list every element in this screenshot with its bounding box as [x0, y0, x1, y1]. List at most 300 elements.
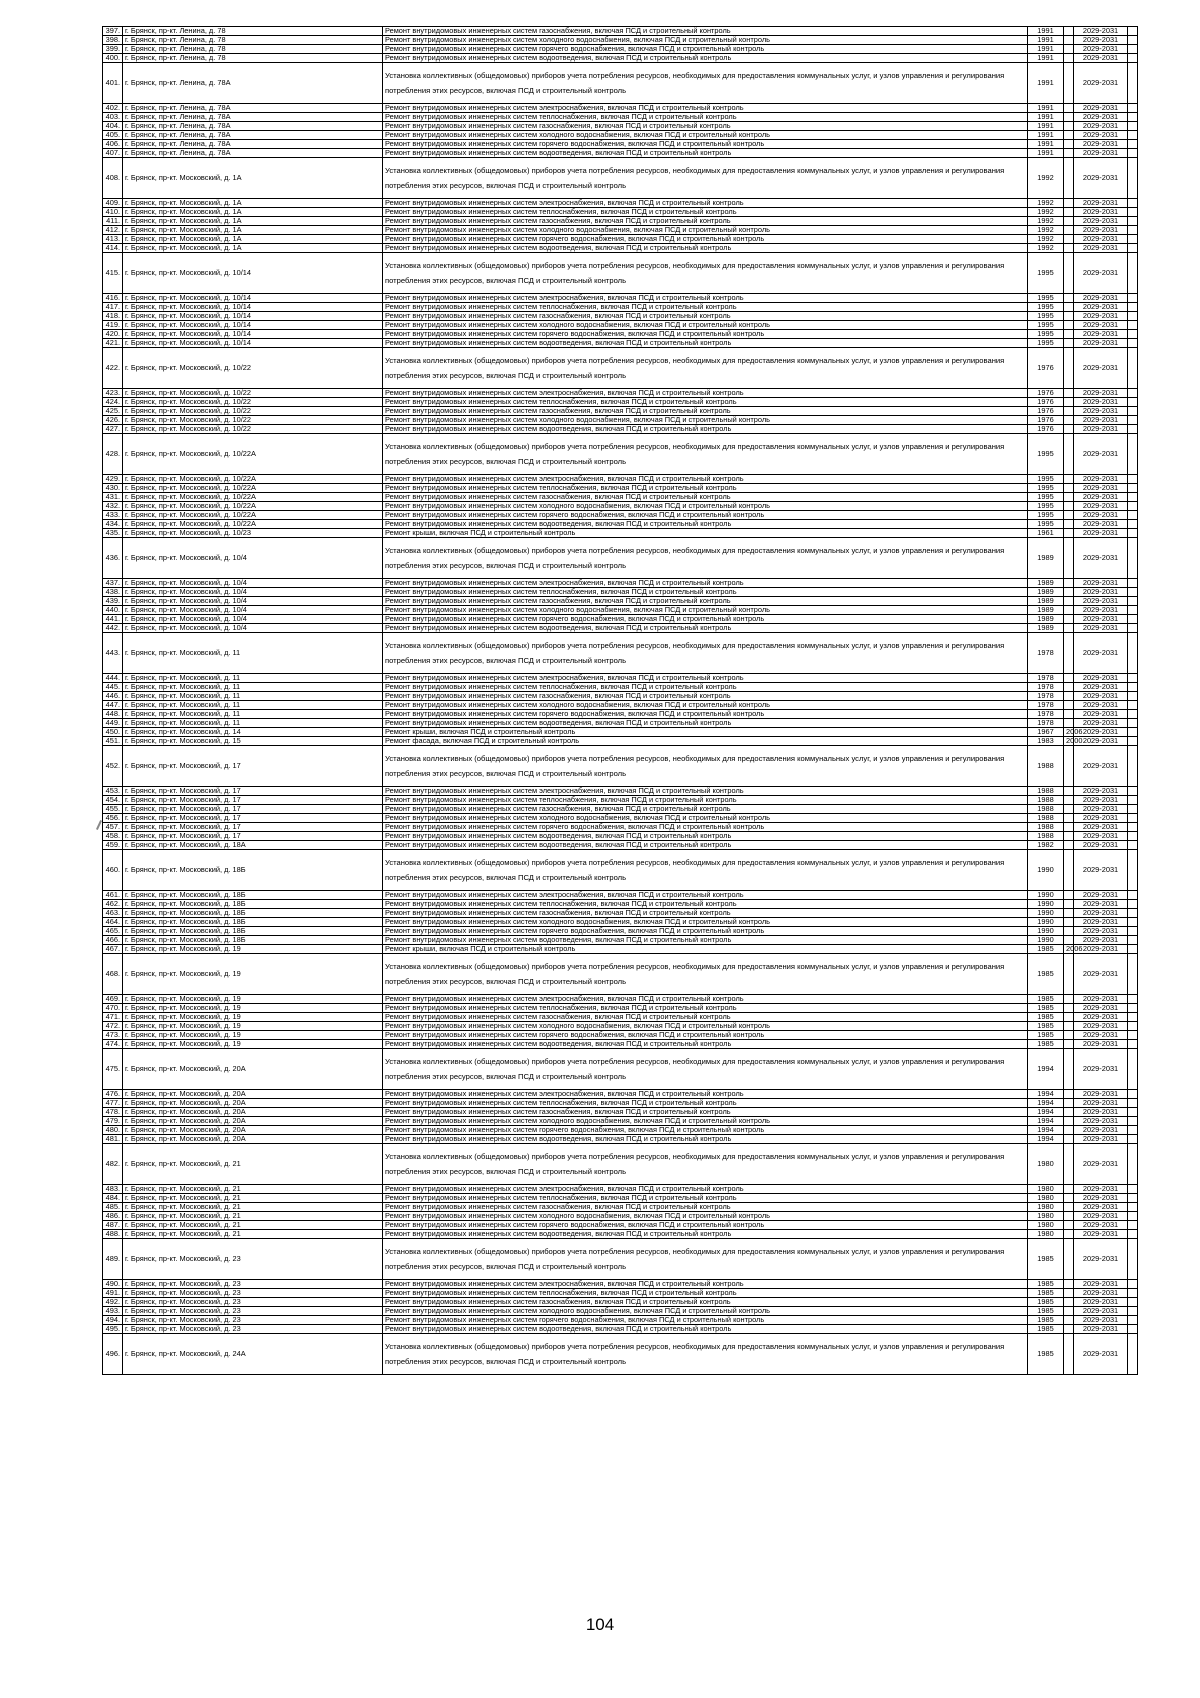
year-built-cell: 1991: [1028, 104, 1064, 113]
work-type-cell: Ремонт внутридомовых инженерных систем газоснабжения, включая ПСД и строительный контроль: [383, 407, 1028, 416]
extra-cell: [1128, 701, 1138, 710]
last-repair-year-cell: [1064, 683, 1074, 692]
year-built-cell: 1990: [1028, 909, 1064, 918]
row-number: 421.: [103, 339, 123, 348]
extra-cell: [1128, 104, 1138, 113]
planned-period-cell: 2029-2031: [1074, 728, 1128, 737]
extra-cell: [1128, 1049, 1138, 1090]
row-number: 469.: [103, 995, 123, 1004]
work-type-cell: Ремонт внутридомовых инженерных систем газоснабжения, включая ПСД и строительный контроль: [383, 1203, 1028, 1212]
row-number: 478.: [103, 1108, 123, 1117]
address-cell: г. Брянск, пр-кт. Ленина, д. 78: [123, 54, 383, 63]
planned-period-cell: 2029-2031: [1074, 1298, 1128, 1307]
extra-cell: [1128, 1022, 1138, 1031]
row-number: 429.: [103, 475, 123, 484]
planned-period-cell: 2029-2031: [1074, 900, 1128, 909]
year-built-cell: 1976: [1028, 389, 1064, 398]
address-cell: г. Брянск, пр-кт. Московский, д. 1А: [123, 208, 383, 217]
planned-period-cell: 2029-2031: [1074, 321, 1128, 330]
last-repair-year-cell: [1064, 104, 1074, 113]
work-type-cell: Ремонт внутридомовых инженерных систем газоснабжения, включая ПСД и строительный контроль: [383, 692, 1028, 701]
planned-period-cell: 2029-2031: [1074, 398, 1128, 407]
planned-period-cell: 2029-2031: [1074, 36, 1128, 45]
extra-cell: [1128, 1194, 1138, 1203]
work-type-cell: Ремонт внутридомовых инженерных систем теплоснабжения, включая ПСД и строительный контроль: [383, 398, 1028, 407]
work-type-cell: Ремонт внутридомовых инженерных систем водоотведения, включая ПСД и строительный контроль: [383, 1230, 1028, 1239]
row-number: 401.: [103, 63, 123, 104]
year-built-cell: 1995: [1028, 520, 1064, 529]
table-row: [103, 158, 1138, 199]
extra-cell: [1128, 407, 1138, 416]
last-repair-year-cell: [1064, 538, 1074, 579]
last-repair-year-cell: [1064, 1040, 1074, 1049]
table-row: [103, 1049, 1138, 1090]
year-built-cell: 1988: [1028, 746, 1064, 787]
row-number: 489.: [103, 1239, 123, 1280]
extra-cell: [1128, 1126, 1138, 1135]
year-built-cell: 1995: [1028, 294, 1064, 303]
year-built-cell: 1989: [1028, 597, 1064, 606]
year-built-cell: 1980: [1028, 1194, 1064, 1203]
year-built-cell: 1992: [1028, 244, 1064, 253]
planned-period-cell: 2029-2031: [1074, 1040, 1128, 1049]
last-repair-year-cell: [1064, 425, 1074, 434]
row-number: 486.: [103, 1212, 123, 1221]
last-repair-year-cell: [1064, 1280, 1074, 1289]
address-cell: г. Брянск, пр-кт. Московский, д. 10/4: [123, 606, 383, 615]
planned-period-cell: 2029-2031: [1074, 475, 1128, 484]
work-type-cell: Ремонт внутридомовых инженерных систем электроснабжения, включая ПСД и строительный контроль: [383, 674, 1028, 683]
address-cell: г. Брянск, пр-кт. Московский, д. 20А: [123, 1090, 383, 1099]
year-built-cell: 1980: [1028, 1185, 1064, 1194]
extra-cell: [1128, 1316, 1138, 1325]
last-repair-year-cell: 2006: [1064, 945, 1074, 954]
extra-cell: [1128, 1212, 1138, 1221]
planned-period-cell: 2029-2031: [1074, 493, 1128, 502]
table-row: [103, 850, 1138, 891]
extra-cell: [1128, 1289, 1138, 1298]
planned-period-cell: 2029-2031: [1074, 529, 1128, 538]
work-type-cell: Ремонт внутридомовых инженерных систем холодного водоснабжения, включая ПСД и строительный контроль: [383, 1307, 1028, 1316]
year-built-cell: 1995: [1028, 339, 1064, 348]
last-repair-year-cell: [1064, 502, 1074, 511]
row-number: 462.: [103, 900, 123, 909]
extra-cell: [1128, 389, 1138, 398]
work-type-cell: Ремонт внутридомовых инженерных систем электроснабжения, включая ПСД и строительный контроль: [383, 1090, 1028, 1099]
extra-cell: [1128, 1307, 1138, 1316]
address-cell: г. Брянск, пр-кт. Московский, д. 19: [123, 995, 383, 1004]
year-built-cell: 1985: [1028, 995, 1064, 1004]
extra-cell: [1128, 149, 1138, 158]
year-built-cell: 1992: [1028, 158, 1064, 199]
row-number: 409.: [103, 199, 123, 208]
work-type-cell: Ремонт внутридомовых инженерных систем холодного водоснабжения, включая ПСД и строительный контроль: [383, 1117, 1028, 1126]
work-type-cell: Ремонт внутридомовых инженерных систем газоснабжения, включая ПСД и строительный контроль: [383, 122, 1028, 131]
planned-period-cell: 2029-2031: [1074, 841, 1128, 850]
last-repair-year-cell: [1064, 131, 1074, 140]
row-number: 456.: [103, 814, 123, 823]
extra-cell: [1128, 909, 1138, 918]
address-cell: г. Брянск, пр-кт. Московский, д. 1А: [123, 235, 383, 244]
address-cell: г. Брянск, пр-кт. Московский, д. 17: [123, 832, 383, 841]
extra-cell: [1128, 615, 1138, 624]
extra-cell: [1128, 918, 1138, 927]
last-repair-year-cell: [1064, 1090, 1074, 1099]
address-cell: г. Брянск, пр-кт. Московский, д. 23: [123, 1325, 383, 1334]
last-repair-year-cell: [1064, 1289, 1074, 1298]
extra-cell: [1128, 312, 1138, 321]
table-row: [103, 253, 1138, 294]
last-repair-year-cell: [1064, 1230, 1074, 1239]
planned-period-cell: 2029-2031: [1074, 597, 1128, 606]
address-cell: г. Брянск, пр-кт. Московский, д. 18Б: [123, 891, 383, 900]
work-type-cell: Ремонт внутридомовых инженерных систем холодного водоснабжения, включая ПСД и строительный контроль: [383, 226, 1028, 235]
last-repair-year-cell: [1064, 900, 1074, 909]
work-type-cell: Ремонт внутридомовых инженерных систем холодного водоснабжения, включая ПСД и строительный контроль: [383, 416, 1028, 425]
work-type-cell: Ремонт внутридомовых инженерных систем газоснабжения, включая ПСД и строительный контроль: [383, 312, 1028, 321]
address-cell: г. Брянск, пр-кт. Московский, д. 18Б: [123, 909, 383, 918]
last-repair-year-cell: [1064, 1307, 1074, 1316]
last-repair-year-cell: [1064, 1144, 1074, 1185]
last-repair-year-cell: 2000: [1064, 737, 1074, 746]
planned-period-cell: 2029-2031: [1074, 850, 1128, 891]
work-type-cell: Ремонт крыши, включая ПСД и строительный контроль: [383, 529, 1028, 538]
year-built-cell: 1978: [1028, 710, 1064, 719]
row-number: 411.: [103, 217, 123, 226]
year-built-cell: 1980: [1028, 1230, 1064, 1239]
address-cell: г. Брянск, пр-кт. Московский, д. 11: [123, 674, 383, 683]
row-number: 496.: [103, 1334, 123, 1375]
extra-cell: [1128, 493, 1138, 502]
year-built-cell: 1985: [1028, 1013, 1064, 1022]
address-cell: г. Брянск, пр-кт. Московский, д. 20А: [123, 1117, 383, 1126]
year-built-cell: 1988: [1028, 796, 1064, 805]
year-built-cell: 1995: [1028, 321, 1064, 330]
extra-cell: [1128, 253, 1138, 294]
planned-period-cell: 2029-2031: [1074, 719, 1128, 728]
address-cell: г. Брянск, пр-кт. Московский, д. 1А: [123, 199, 383, 208]
year-built-cell: 1985: [1028, 1316, 1064, 1325]
row-number: 423.: [103, 389, 123, 398]
extra-cell: [1128, 1135, 1138, 1144]
row-number: 437.: [103, 579, 123, 588]
last-repair-year-cell: [1064, 1135, 1074, 1144]
year-built-cell: 1995: [1028, 303, 1064, 312]
extra-cell: [1128, 1203, 1138, 1212]
last-repair-year-cell: [1064, 27, 1074, 36]
last-repair-year-cell: [1064, 312, 1074, 321]
address-cell: г. Брянск, пр-кт. Ленина, д. 78: [123, 27, 383, 36]
extra-cell: [1128, 538, 1138, 579]
row-number: 463.: [103, 909, 123, 918]
address-cell: г. Брянск, пр-кт. Ленина, д. 78А: [123, 63, 383, 104]
extra-cell: [1128, 1013, 1138, 1022]
row-number: 419.: [103, 321, 123, 330]
address-cell: г. Брянск, пр-кт. Московский, д. 10/14: [123, 253, 383, 294]
planned-period-cell: 2029-2031: [1074, 1316, 1128, 1325]
planned-period-cell: 2029-2031: [1074, 579, 1128, 588]
row-number: 425.: [103, 407, 123, 416]
extra-cell: [1128, 1099, 1138, 1108]
row-number: 418.: [103, 312, 123, 321]
row-number: 483.: [103, 1185, 123, 1194]
year-built-cell: 1994: [1028, 1049, 1064, 1090]
address-cell: г. Брянск, пр-кт. Московский, д. 11: [123, 692, 383, 701]
row-number: 479.: [103, 1117, 123, 1126]
row-number: 449.: [103, 719, 123, 728]
year-built-cell: 1991: [1028, 140, 1064, 149]
row-number: 490.: [103, 1280, 123, 1289]
extra-cell: [1128, 850, 1138, 891]
year-built-cell: 1980: [1028, 1144, 1064, 1185]
extra-cell: [1128, 823, 1138, 832]
planned-period-cell: 2029-2031: [1074, 1031, 1128, 1040]
row-number: 461.: [103, 891, 123, 900]
year-built-cell: 1976: [1028, 425, 1064, 434]
year-built-cell: 1985: [1028, 1298, 1064, 1307]
planned-period-cell: 2029-2031: [1074, 348, 1128, 389]
last-repair-year-cell: [1064, 45, 1074, 54]
work-type-cell: Ремонт внутридомовых инженерных систем газоснабжения, включая ПСД и строительный контроль: [383, 217, 1028, 226]
address-cell: г. Брянск, пр-кт. Московский, д. 17: [123, 814, 383, 823]
work-type-cell: Ремонт внутридомовых инженерных систем водоотведения, включая ПСД и строительный контроль: [383, 339, 1028, 348]
last-repair-year-cell: [1064, 850, 1074, 891]
extra-cell: [1128, 235, 1138, 244]
row-number: 470.: [103, 1004, 123, 1013]
planned-period-cell: 2029-2031: [1074, 113, 1128, 122]
planned-period-cell: 2029-2031: [1074, 253, 1128, 294]
planned-period-cell: 2029-2031: [1074, 1325, 1128, 1334]
address-cell: г. Брянск, пр-кт. Московский, д. 1А: [123, 244, 383, 253]
last-repair-year-cell: [1064, 814, 1074, 823]
year-built-cell: 1985: [1028, 1334, 1064, 1375]
register-sheet: [102, 26, 1137, 1616]
row-number: 442.: [103, 624, 123, 633]
address-cell: г. Брянск, пр-кт. Московский, д. 10/22: [123, 348, 383, 389]
planned-period-cell: 2029-2031: [1074, 624, 1128, 633]
table-row: [103, 841, 1138, 850]
extra-cell: [1128, 1144, 1138, 1185]
table-row: [103, 244, 1138, 253]
table-row: [103, 954, 1138, 995]
extra-cell: [1128, 1239, 1138, 1280]
work-type-cell: Ремонт внутридомовых инженерных систем электроснабжения, включая ПСД и строительный контроль: [383, 891, 1028, 900]
last-repair-year-cell: [1064, 54, 1074, 63]
extra-cell: [1128, 995, 1138, 1004]
row-number: 473.: [103, 1031, 123, 1040]
last-repair-year-cell: [1064, 841, 1074, 850]
work-type-cell: Установка коллективных (общедомовых) приборов учета потребления ресурсов, необходимых для предоставления коммунальных услуг, и узлов управления и регулирования потребления этих ресурсов, включая ПСД и строительный контроль: [383, 538, 1028, 579]
table-row: [103, 737, 1138, 746]
planned-period-cell: 2029-2031: [1074, 823, 1128, 832]
table-row: [103, 746, 1138, 787]
year-built-cell: 1991: [1028, 113, 1064, 122]
year-built-cell: 1991: [1028, 36, 1064, 45]
row-number: 405.: [103, 131, 123, 140]
row-number: 428.: [103, 434, 123, 475]
address-cell: г. Брянск, пр-кт. Ленина, д. 78А: [123, 104, 383, 113]
row-number: 416.: [103, 294, 123, 303]
planned-period-cell: 2029-2031: [1074, 434, 1128, 475]
table-row: [103, 1040, 1138, 1049]
row-number: 444.: [103, 674, 123, 683]
address-cell: г. Брянск, пр-кт. Московский, д. 23: [123, 1316, 383, 1325]
last-repair-year-cell: [1064, 805, 1074, 814]
planned-period-cell: 2029-2031: [1074, 520, 1128, 529]
planned-period-cell: 2029-2031: [1074, 1126, 1128, 1135]
address-cell: г. Брянск, пр-кт. Московский, д. 18Б: [123, 927, 383, 936]
address-cell: г. Брянск, пр-кт. Московский, д. 10/22: [123, 416, 383, 425]
extra-cell: [1128, 434, 1138, 475]
work-type-cell: Ремонт внутридомовых инженерных систем электроснабжения, включая ПСД и строительный контроль: [383, 389, 1028, 398]
row-number: 445.: [103, 683, 123, 692]
planned-period-cell: 2029-2031: [1074, 909, 1128, 918]
planned-period-cell: 2029-2031: [1074, 787, 1128, 796]
planned-period-cell: 2029-2031: [1074, 511, 1128, 520]
last-repair-year-cell: [1064, 36, 1074, 45]
row-number: 399.: [103, 45, 123, 54]
planned-period-cell: 2029-2031: [1074, 710, 1128, 719]
planned-period-cell: 2029-2031: [1074, 45, 1128, 54]
work-type-cell: Ремонт внутридомовых инженерных систем водоотведения, включая ПСД и строительный контроль: [383, 1325, 1028, 1334]
extra-cell: [1128, 244, 1138, 253]
last-repair-year-cell: [1064, 909, 1074, 918]
planned-period-cell: 2029-2031: [1074, 1289, 1128, 1298]
row-number: 488.: [103, 1230, 123, 1239]
extra-cell: [1128, 674, 1138, 683]
year-built-cell: 1980: [1028, 1221, 1064, 1230]
last-repair-year-cell: [1064, 954, 1074, 995]
year-built-cell: 1985: [1028, 1004, 1064, 1013]
last-repair-year-cell: [1064, 823, 1074, 832]
extra-cell: [1128, 520, 1138, 529]
last-repair-year-cell: [1064, 891, 1074, 900]
work-type-cell: Ремонт внутридомовых инженерных систем теплоснабжения, включая ПСД и строительный контроль: [383, 683, 1028, 692]
row-number: 491.: [103, 1289, 123, 1298]
last-repair-year-cell: [1064, 1185, 1074, 1194]
address-cell: г. Брянск, пр-кт. Московский, д. 17: [123, 823, 383, 832]
extra-cell: [1128, 891, 1138, 900]
address-cell: г. Брянск, пр-кт. Московский, д. 19: [123, 945, 383, 954]
extra-cell: [1128, 217, 1138, 226]
row-number: 420.: [103, 330, 123, 339]
row-number: 455.: [103, 805, 123, 814]
planned-period-cell: 2029-2031: [1074, 918, 1128, 927]
address-cell: г. Брянск, пр-кт. Московский, д. 10/4: [123, 588, 383, 597]
planned-period-cell: 2029-2031: [1074, 339, 1128, 348]
work-type-cell: Ремонт внутридомовых инженерных систем водоотведения, включая ПСД и строительный контроль: [383, 54, 1028, 63]
last-repair-year-cell: [1064, 511, 1074, 520]
work-type-cell: Ремонт внутридомовых инженерных систем газоснабжения, включая ПСД и строительный контроль: [383, 493, 1028, 502]
extra-cell: [1128, 683, 1138, 692]
year-built-cell: 1985: [1028, 1239, 1064, 1280]
planned-period-cell: 2029-2031: [1074, 244, 1128, 253]
work-type-cell: Ремонт внутридомовых инженерных систем теплоснабжения, включая ПСД и строительный контроль: [383, 208, 1028, 217]
year-built-cell: 1989: [1028, 624, 1064, 633]
year-built-cell: 1995: [1028, 484, 1064, 493]
row-number: 476.: [103, 1090, 123, 1099]
address-cell: г. Брянск, пр-кт. Московский, д. 19: [123, 1031, 383, 1040]
work-type-cell: Ремонт внутридомовых инженерных систем теплоснабжения, включая ПСД и строительный контроль: [383, 1289, 1028, 1298]
last-repair-year-cell: [1064, 1022, 1074, 1031]
extra-cell: [1128, 936, 1138, 945]
table-row: [103, 945, 1138, 954]
address-cell: г. Брянск, пр-кт. Московский, д. 20А: [123, 1135, 383, 1144]
address-cell: г. Брянск, пр-кт. Московский, д. 10/22А: [123, 520, 383, 529]
address-cell: г. Брянск, пр-кт. Московский, д. 10/22: [123, 407, 383, 416]
last-repair-year-cell: [1064, 208, 1074, 217]
row-number: 403.: [103, 113, 123, 122]
extra-cell: [1128, 398, 1138, 407]
year-built-cell: 1992: [1028, 199, 1064, 208]
address-cell: г. Брянск, пр-кт. Московский, д. 10/22А: [123, 502, 383, 511]
table-row: [103, 529, 1138, 538]
row-number: 434.: [103, 520, 123, 529]
last-repair-year-cell: [1064, 1013, 1074, 1022]
work-type-cell: Установка коллективных (общедомовых) приборов учета потребления ресурсов, необходимых для предоставления коммунальных услуг, и узлов управления и регулирования потребления этих ресурсов, включая ПСД и строительный контроль: [383, 434, 1028, 475]
row-number: 422.: [103, 348, 123, 389]
extra-cell: [1128, 954, 1138, 995]
row-number: 471.: [103, 1013, 123, 1022]
address-cell: г. Брянск, пр-кт. Московский, д. 10/23: [123, 529, 383, 538]
last-repair-year-cell: [1064, 633, 1074, 674]
work-type-cell: Ремонт внутридомовых инженерных систем электроснабжения, включая ПСД и строительный контроль: [383, 475, 1028, 484]
planned-period-cell: 2029-2031: [1074, 407, 1128, 416]
address-cell: г. Брянск, пр-кт. Московский, д. 17: [123, 787, 383, 796]
row-number: 413.: [103, 235, 123, 244]
last-repair-year-cell: [1064, 235, 1074, 244]
work-type-cell: Ремонт внутридомовых инженерных систем теплоснабжения, включая ПСД и строительный контроль: [383, 1194, 1028, 1203]
last-repair-year-cell: [1064, 484, 1074, 493]
work-type-cell: Ремонт внутридомовых инженерных систем электроснабжения, включая ПСД и строительный контроль: [383, 787, 1028, 796]
row-number: 492.: [103, 1298, 123, 1307]
planned-period-cell: 2029-2031: [1074, 674, 1128, 683]
address-cell: г. Брянск, пр-кт. Московский, д. 23: [123, 1307, 383, 1316]
extra-cell: [1128, 158, 1138, 199]
year-built-cell: 1961: [1028, 529, 1064, 538]
last-repair-year-cell: [1064, 1203, 1074, 1212]
work-type-cell: Установка коллективных (общедомовых) приборов учета потребления ресурсов, необходимых для предоставления коммунальных услуг, и узлов управления и регулирования потребления этих ресурсов, включая ПСД и строительный контроль: [383, 633, 1028, 674]
row-number: 440.: [103, 606, 123, 615]
row-number: 402.: [103, 104, 123, 113]
last-repair-year-cell: [1064, 832, 1074, 841]
extra-cell: [1128, 1117, 1138, 1126]
address-cell: г. Брянск, пр-кт. Московский, д. 10/14: [123, 303, 383, 312]
address-cell: г. Брянск, пр-кт. Московский, д. 23: [123, 1289, 383, 1298]
year-built-cell: 1985: [1028, 1289, 1064, 1298]
row-number: 467.: [103, 945, 123, 954]
extra-cell: [1128, 330, 1138, 339]
address-cell: г. Брянск, пр-кт. Московский, д. 10/4: [123, 615, 383, 624]
row-number: 457.: [103, 823, 123, 832]
work-type-cell: Ремонт внутридомовых инженерных систем холодного водоснабжения, включая ПСД и строительный контроль: [383, 321, 1028, 330]
year-built-cell: 1978: [1028, 701, 1064, 710]
row-number: 417.: [103, 303, 123, 312]
address-cell: г. Брянск, пр-кт. Московский, д. 17: [123, 805, 383, 814]
address-cell: г. Брянск, пр-кт. Московский, д. 18Б: [123, 900, 383, 909]
extra-cell: [1128, 113, 1138, 122]
row-number: 487.: [103, 1221, 123, 1230]
work-type-cell: Ремонт внутридомовых инженерных систем теплоснабжения, включая ПСД и строительный контроль: [383, 484, 1028, 493]
last-repair-year-cell: [1064, 113, 1074, 122]
extra-cell: [1128, 814, 1138, 823]
planned-period-cell: 2029-2031: [1074, 891, 1128, 900]
work-type-cell: Ремонт внутридомовых инженерных систем водоотведения, включая ПСД и строительный контроль: [383, 719, 1028, 728]
row-number: 441.: [103, 615, 123, 624]
work-type-cell: Ремонт внутридомовых инженерных систем водоотведения, включая ПСД и строительный контроль: [383, 1135, 1028, 1144]
work-type-cell: Ремонт фасада, включая ПСД и строительный контроль: [383, 737, 1028, 746]
last-repair-year-cell: [1064, 1334, 1074, 1375]
